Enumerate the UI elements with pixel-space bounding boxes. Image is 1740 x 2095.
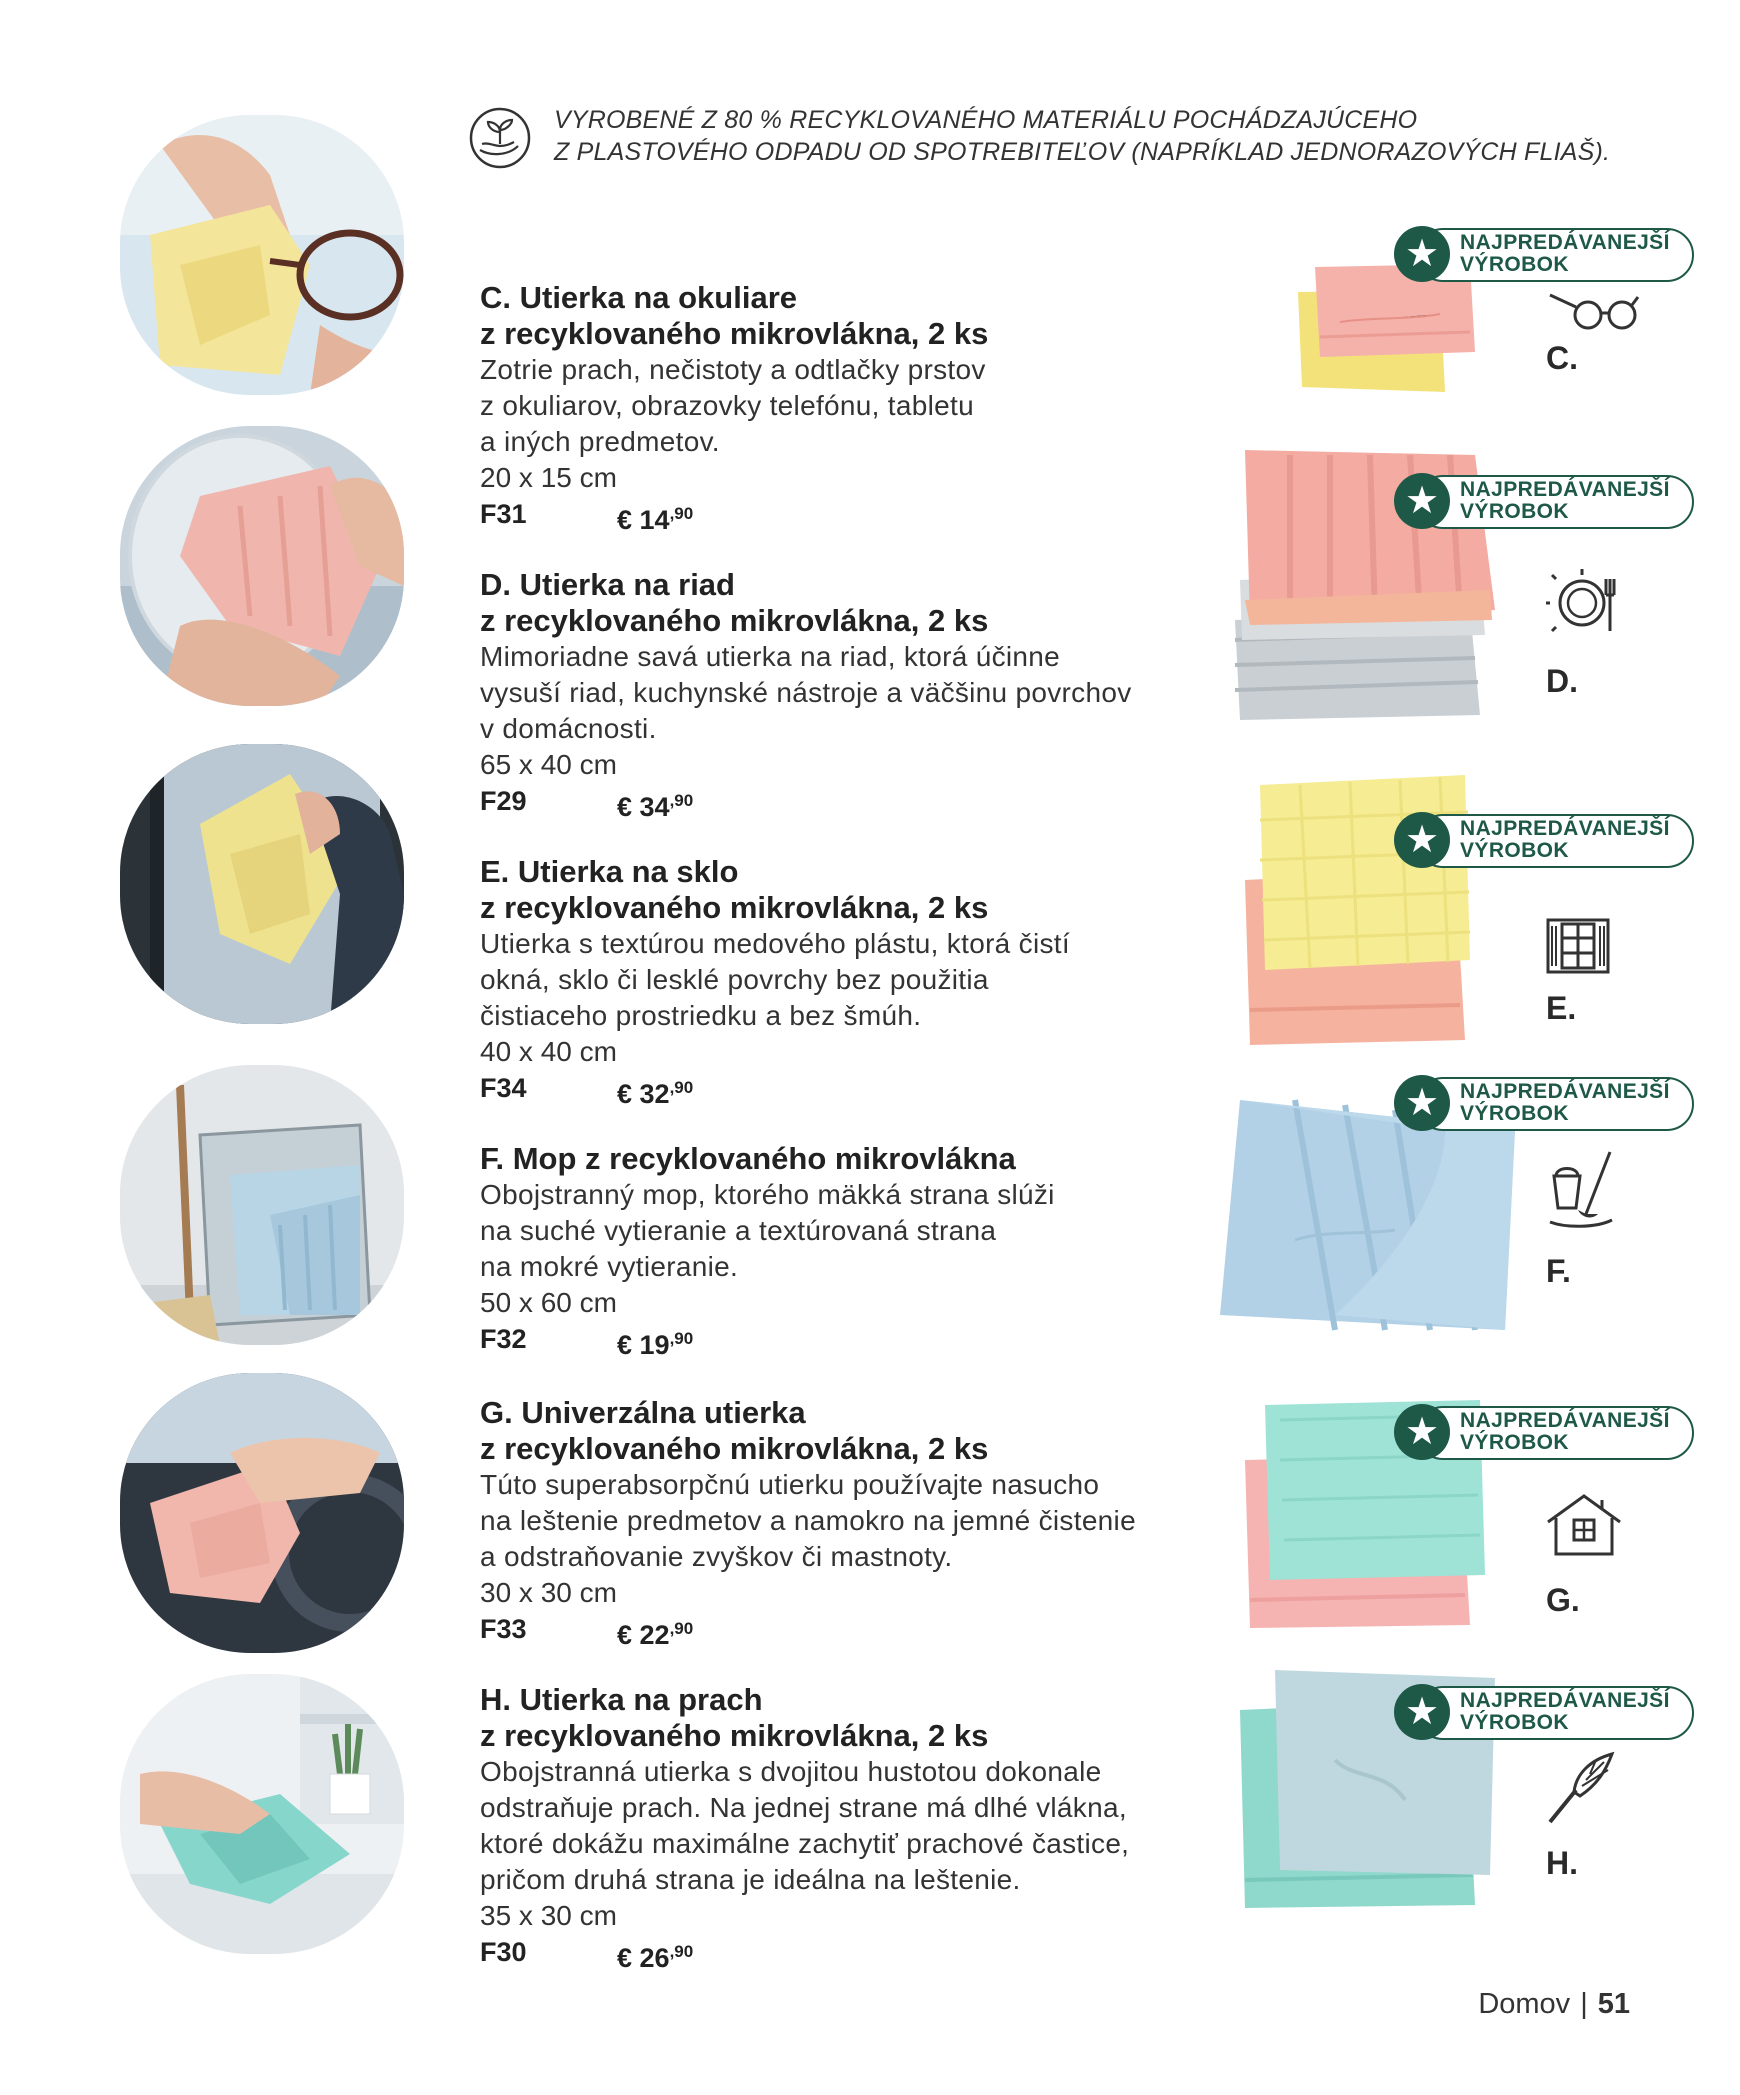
product-desc-line: a odstraňovanie zvyškov či mastnoty. <box>480 1541 953 1572</box>
product-desc-line: Túto superabsorpčnú utierku používajte nasucho <box>480 1469 1100 1500</box>
product-subtitle: z recyklovaného mikrovlákna, 2 ks <box>480 1718 989 1753</box>
price-main: € 26 <box>617 1943 670 1973</box>
product-desc-line: v domácnosti. <box>480 713 657 744</box>
product-code: F34 <box>480 1073 527 1103</box>
price-cents: ,90 <box>669 1329 694 1348</box>
product-image-glasses-cloth <box>1290 262 1490 402</box>
product-price <box>617 1934 693 1976</box>
product-desc-line: Obojstranný mop, ktorého mäkká strana slúži <box>480 1179 1055 1210</box>
star-icon: ★ <box>1404 1691 1440 1733</box>
page-number: 51 <box>1597 1988 1630 2020</box>
product-d <box>480 567 1240 822</box>
product-code: F30 <box>480 1937 527 1967</box>
photo-dish-drying <box>120 426 404 706</box>
product-dimensions: 35 x 30 cm <box>480 1900 617 1931</box>
price-main: € 19 <box>617 1330 670 1360</box>
product-h <box>480 1682 1240 1973</box>
price-cents: ,90 <box>669 1942 694 1961</box>
category-letter: D. <box>1546 663 1578 699</box>
product-price <box>617 496 693 538</box>
badge-label: NAJPREDÁVANEJŠÍ VÝROBOK <box>1460 1409 1670 1454</box>
page-footer <box>1478 1988 1630 2021</box>
product-title: G. Univerzálna utierka <box>480 1395 806 1430</box>
feather-duster-icon <box>1546 1750 1616 1826</box>
bestseller-badge <box>1394 473 1694 529</box>
recycled-material-note <box>468 100 1668 180</box>
price-row <box>480 496 1240 535</box>
product-code: F31 <box>480 499 527 529</box>
window-icon <box>1546 918 1610 974</box>
price-row <box>480 1611 1240 1650</box>
recycle-line-1: VYROBENÉ Z 80 % RECYKLOVANÉHO MATERIÁLU POCHÁDZAJÚCEHO <box>554 106 1418 134</box>
section-name: Domov <box>1478 1988 1571 2020</box>
badge-label: NAJPREDÁVANEJŠÍ VÝROBOK <box>1460 817 1670 862</box>
price-main: € 22 <box>617 1620 670 1650</box>
badge-label: NAJPREDÁVANEJŠÍ VÝROBOK <box>1460 1080 1670 1125</box>
product-desc-line: vysuší riad, kuchynské nástroje a väčšinu povrchov <box>480 677 1132 708</box>
product-f <box>480 1141 1240 1360</box>
product-title: F. Mop z recyklovaného mikrovlákna <box>480 1141 1016 1176</box>
product-price <box>617 1321 693 1363</box>
price-row <box>480 1934 1240 1973</box>
product-c <box>480 280 1240 535</box>
photo-window-cleaning <box>120 744 404 1024</box>
product-desc-line: odstraňuje prach. Na jednej strane má dlhé vlákna, <box>480 1792 1127 1823</box>
product-dimensions: 20 x 15 cm <box>480 462 617 493</box>
product-subtitle: z recyklovaného mikrovlákna, 2 ks <box>480 316 989 351</box>
product-price <box>617 783 693 825</box>
product-code: F33 <box>480 1614 527 1644</box>
price-main: € 34 <box>617 792 670 822</box>
photo-car-interior-cleaning <box>120 1373 404 1653</box>
photo-shelf-dusting <box>120 1674 404 1954</box>
bestseller-badge <box>1394 1404 1694 1460</box>
product-desc-line: Zotrie prach, nečistoty a odtlačky prstov <box>480 354 986 385</box>
star-icon: ★ <box>1404 819 1440 861</box>
bestseller-badge <box>1394 1075 1694 1131</box>
footer-separator: | <box>1580 1988 1588 2020</box>
product-dimensions: 40 x 40 cm <box>480 1036 617 1067</box>
product-price <box>617 1070 693 1112</box>
category-letter: E. <box>1546 990 1577 1026</box>
badge-label: NAJPREDÁVANEJŠÍ VÝROBOK <box>1460 478 1670 523</box>
category-letter: F. <box>1546 1253 1571 1289</box>
product-code: F29 <box>480 786 527 816</box>
category-letter: H. <box>1546 1845 1578 1881</box>
photo-glasses-cleaning <box>120 115 404 395</box>
price-row <box>480 1321 1240 1360</box>
product-title: C. Utierka na okuliare <box>480 280 798 315</box>
price-cents: ,90 <box>669 504 694 523</box>
price-main: € 32 <box>617 1079 670 1109</box>
product-e <box>480 854 1240 1109</box>
product-desc-line: na leštenie predmetov a namokro na jemné čistenie <box>480 1505 1136 1536</box>
glasses-icon <box>1546 285 1642 335</box>
product-desc-line: okná, sklo či lesklé povrchy bez použitia <box>480 964 989 995</box>
category-letter: G. <box>1546 1582 1580 1618</box>
star-icon: ★ <box>1404 480 1440 522</box>
product-desc-line: Mimoriadne savá utierka na riad, ktorá účinne <box>480 641 1061 672</box>
category-letter: C. <box>1546 340 1578 376</box>
badge-label: NAJPREDÁVANEJŠÍ VÝROBOK <box>1460 1689 1670 1734</box>
recycle-hand-plant-icon <box>468 106 532 170</box>
house-icon <box>1544 1492 1624 1558</box>
product-subtitle: z recyklovaného mikrovlákna, 2 ks <box>480 603 989 638</box>
product-subtitle: z recyklovaného mikrovlákna, 2 ks <box>480 890 989 925</box>
photo-mop-bucket <box>120 1065 404 1345</box>
product-code: F32 <box>480 1324 527 1354</box>
product-desc-line: pričom druhá strana je ideálna na leštenie. <box>480 1864 1021 1895</box>
star-icon: ★ <box>1404 233 1440 275</box>
product-g <box>480 1395 1240 1650</box>
product-subtitle: z recyklovaného mikrovlákna, 2 ks <box>480 1431 989 1466</box>
plate-cutlery-icon <box>1546 565 1626 637</box>
bestseller-badge <box>1394 812 1694 868</box>
price-cents: ,90 <box>669 791 694 810</box>
product-desc-line: ktoré dokážu maximálne zachytiť prachové častice, <box>480 1828 1130 1859</box>
price-cents: ,90 <box>669 1619 694 1638</box>
star-icon: ★ <box>1404 1082 1440 1124</box>
mop-bucket-icon <box>1546 1148 1616 1232</box>
product-title: H. Utierka na prach <box>480 1682 763 1717</box>
product-desc-line: na suché vytieranie a textúrovaná strana <box>480 1215 997 1246</box>
price-main: € 14 <box>617 505 670 535</box>
product-desc-line: a iných predmetov. <box>480 426 720 457</box>
badge-label: NAJPREDÁVANEJŠÍ VÝROBOK <box>1460 231 1670 276</box>
product-dimensions: 65 x 40 cm <box>480 749 617 780</box>
product-desc-line: na mokré vytieranie. <box>480 1251 739 1282</box>
price-cents: ,90 <box>669 1078 694 1097</box>
product-desc-line: z okuliarov, obrazovky telefónu, tabletu <box>480 390 974 421</box>
product-desc-line: čistiaceho prostriedku a bez šmúh. <box>480 1000 922 1031</box>
recycle-line-2: Z PLASTOVÉHO ODPADU OD SPOTREBITEĽOV (NAPRÍKLAD JEDNORAZOVÝCH FLIAŠ). <box>554 138 1611 166</box>
price-row <box>480 783 1240 822</box>
price-row <box>480 1070 1240 1109</box>
bestseller-badge <box>1394 226 1694 282</box>
product-price <box>617 1611 693 1653</box>
product-desc-line: Obojstranná utierka s dvojitou hustotou dokonale <box>480 1756 1102 1787</box>
recycled-material-text <box>554 104 1610 168</box>
product-title: E. Utierka na sklo <box>480 854 739 889</box>
product-title: D. Utierka na riad <box>480 567 735 602</box>
product-dimensions: 30 x 30 cm <box>480 1577 617 1608</box>
star-icon: ★ <box>1404 1411 1440 1453</box>
product-desc-line: Utierka s textúrou medového plástu, ktorá čistí <box>480 928 1070 959</box>
product-dimensions: 50 x 60 cm <box>480 1287 617 1318</box>
bestseller-badge <box>1394 1684 1694 1740</box>
